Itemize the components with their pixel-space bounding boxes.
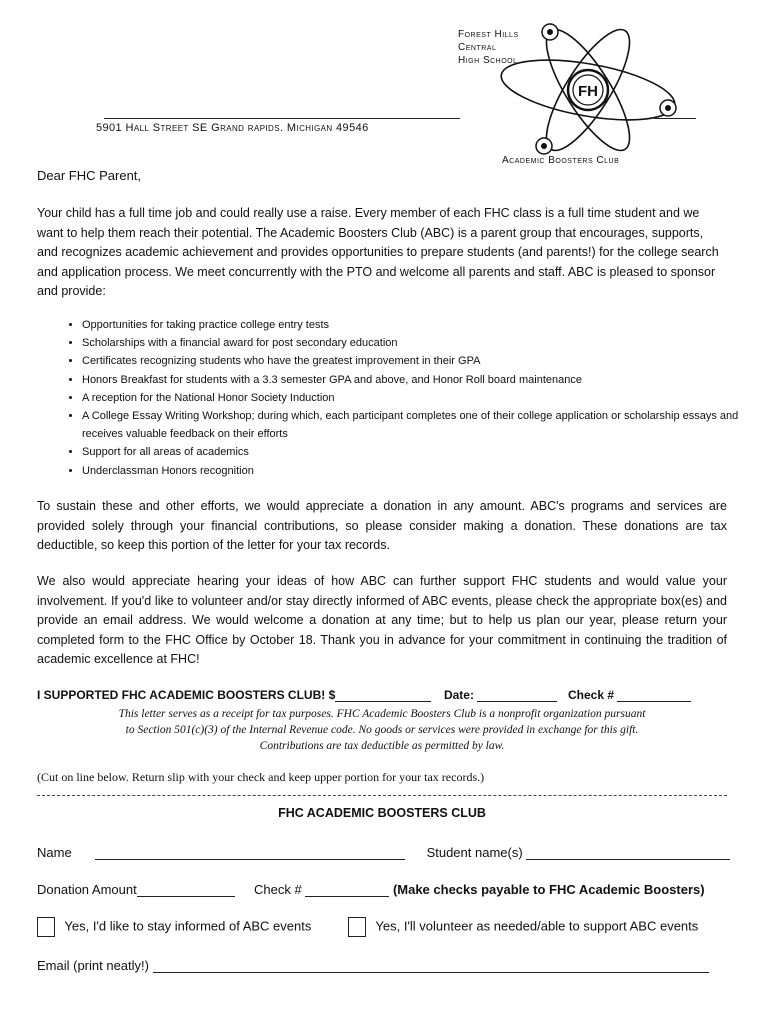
receipt-line3: Contributions are tax deductible as permitted by law. [259,740,505,752]
volunteer-option-label: Yes, I'll volunteer as needed/able to support ABC events [375,918,699,934]
student-name-field[interactable] [526,859,730,860]
email-field[interactable] [153,972,709,973]
list-item: • A reception for the National Honor Society Induction [82,389,762,407]
informed-option[interactable] [37,917,311,937]
cut-line [37,795,727,796]
volunteer-option[interactable] [348,917,698,937]
slip-check-label: Check # [253,882,302,897]
name-field[interactable] [95,859,405,860]
receipt-check-label: Check # [567,688,615,702]
name-row [37,845,730,860]
logo-monogram: FH [578,83,598,100]
payable-note: (Make checks payable to FHC Academic Boosters) [392,882,705,897]
supported-label: I SUPPORTED FHC ACADEMIC BOOSTERS CLUB! $ [37,688,336,702]
student-name-label: Student name(s) [426,845,523,860]
club-name: Academic Boosters Club [502,155,620,166]
email-row [37,958,709,973]
date-field[interactable] [477,701,557,702]
supported-amount-field[interactable] [335,701,431,702]
receipt-check-field[interactable] [617,701,691,702]
paragraph-donation: To sustain these and other efforts, we would appreciate a donation in any amount. ABC's programs and services are provided solely through your financial contributions, so please consider making a donation. These donations are tax deductible, so keep this portion of the letter for your tax records. [37,499,727,552]
donation-row [37,882,705,897]
cut-instruction: (Cut on line below. Return slip with your check and keep upper portion for your tax records.) [37,770,485,784]
school-address: 5901 Hall Street SE Grand rapids. Michigan 49546 [96,122,369,134]
volunteer-checkbox[interactable] [348,917,366,937]
list-item: • A College Essay Writing Workshop; during which, each participant completes one of their college application or scholarship essays and receives valuable feedback on their efforts [82,407,762,443]
slip-title: FHC ACADEMIC BOOSTERS CLUB [278,806,486,820]
date-label: Date: [443,688,474,702]
list-item: • Opportunities for taking practice college entry tests [82,316,762,334]
receipt-line1: This letter serves as a receipt for tax purposes. FHC Academic Boosters Club is a nonprofit organization pursuant [118,708,646,720]
tax-receipt-note [37,706,727,754]
name-label: Name [37,845,72,860]
donation-amount-label: Donation Amount [37,882,137,897]
supported-line [37,688,691,702]
informed-checkbox[interactable] [37,917,55,937]
list-item: • Support for all areas of academics [82,443,762,461]
school-name-line1: Forest Hills [458,29,519,40]
paragraph-intro: Your child has a full time job and could really use a raise. Every member of each FHC class is a full time student and we want to help them reach their potential. The Academic Boosters Club (ABC) is a parent group that encourages, supports, and recognizes academic achievement and provides opportunities to prepare students (and parents!) for the college search and application process. We meet concurrently with the PTO and welcome all parents and staff. ABC is pleased to sponsor and provide: [37,206,719,298]
slip-check-field[interactable] [305,896,389,897]
school-name-line3: High School [458,55,518,66]
donation-amount-field[interactable] [137,896,235,897]
email-label: Email (print neatly!) [37,958,149,973]
greeting: Dear FHC Parent, [37,168,142,183]
atom-logo-icon [488,18,688,163]
list-item: • Underclassman Honors recognition [82,462,762,480]
letterhead-divider [104,118,460,119]
list-item: • Scholarships with a financial award for post secondary education [82,334,762,352]
program-list [42,316,762,480]
receipt-line2: to Section 501(c)(3) of the Internal Revenue code. No goods or services were provided in exchange for this gift. [125,724,639,736]
list-item: • Certificates recognizing students who have the greatest improvement in their GPA [82,352,762,370]
school-name-line2: Central [458,42,497,53]
paragraph-involvement: We also would appreciate hearing your ideas of how ABC can further support FHC students and would value your involvement. If you'd like to volunteer and/or stay directly informed of ABC events, please check the appropriate box(es) and provide an email address. We would welcome a donation at any time; but to help us plan our year, please return your completed form to the FHC Office by October 18. Thank you in advance for your commitment in continuing the tradition of academic excellence at FHC! [37,574,727,666]
letterhead-divider-right [654,118,696,119]
informed-option-label: Yes, I'd like to stay informed of ABC events [64,918,312,934]
list-item: • Honors Breakfast for students with a 3.3 semester GPA and above, and Honor Roll board maintenance [82,371,762,389]
